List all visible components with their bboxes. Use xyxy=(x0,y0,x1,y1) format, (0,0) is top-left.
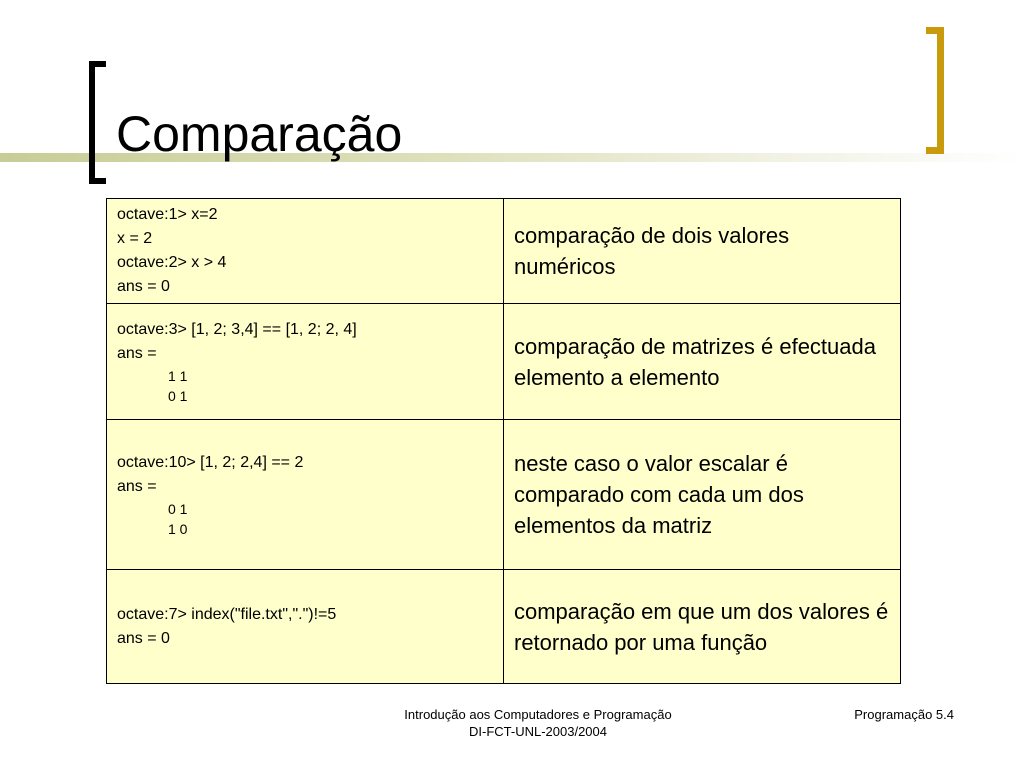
result-line: 0 1 xyxy=(168,500,188,517)
code-line: octave:10> [1, 2; 2,4] == 2 xyxy=(117,453,304,471)
footer-course-info xyxy=(338,706,738,740)
table-row xyxy=(107,420,901,570)
code-line: octave:2> x > 4 xyxy=(117,254,227,271)
code-line: x = 2 xyxy=(117,230,153,247)
description-cell: comparação em que um dos valores é retornado por uma função xyxy=(504,570,901,684)
code-cell xyxy=(107,304,504,420)
code-line: ans = xyxy=(117,344,157,362)
description-cell: comparação de matrizes é efectuada elemento a elemento xyxy=(504,304,901,420)
table-row xyxy=(107,304,901,420)
footer-course: Introdução aos Computadores e Programação xyxy=(404,707,672,722)
right-bracket-decoration xyxy=(926,27,944,154)
result-line: 0 1 xyxy=(168,387,188,404)
comparison-table xyxy=(106,198,901,684)
left-bracket-decoration xyxy=(89,61,106,184)
code-line: octave:3> [1, 2; 3,4] == [1, 2; 2, 4] xyxy=(117,320,357,338)
table-row xyxy=(107,570,901,684)
code-line: octave:7> index("file.txt",".")!=5 xyxy=(117,605,337,623)
code-line: ans = 0 xyxy=(117,629,170,647)
description-cell: comparação de dois valores numéricos xyxy=(504,199,901,304)
code-line: octave:1> x=2 xyxy=(117,206,218,223)
table-row xyxy=(107,199,901,304)
code-cell xyxy=(107,420,504,570)
code-line: ans = xyxy=(117,477,157,495)
slide-number: Programação 5.4 xyxy=(854,707,954,722)
description-cell: neste caso o valor escalar é comparado com cada um dos elementos da matriz xyxy=(504,420,901,570)
page-title: Comparação xyxy=(116,106,403,162)
code-cell xyxy=(107,199,504,304)
code-cell xyxy=(107,570,504,684)
result-line: 1 0 xyxy=(168,520,188,537)
code-line: ans = 0 xyxy=(117,278,170,295)
result-line: 1 1 xyxy=(168,367,188,384)
footer-institution: DI-FCT-UNL-2003/2004 xyxy=(469,724,607,739)
